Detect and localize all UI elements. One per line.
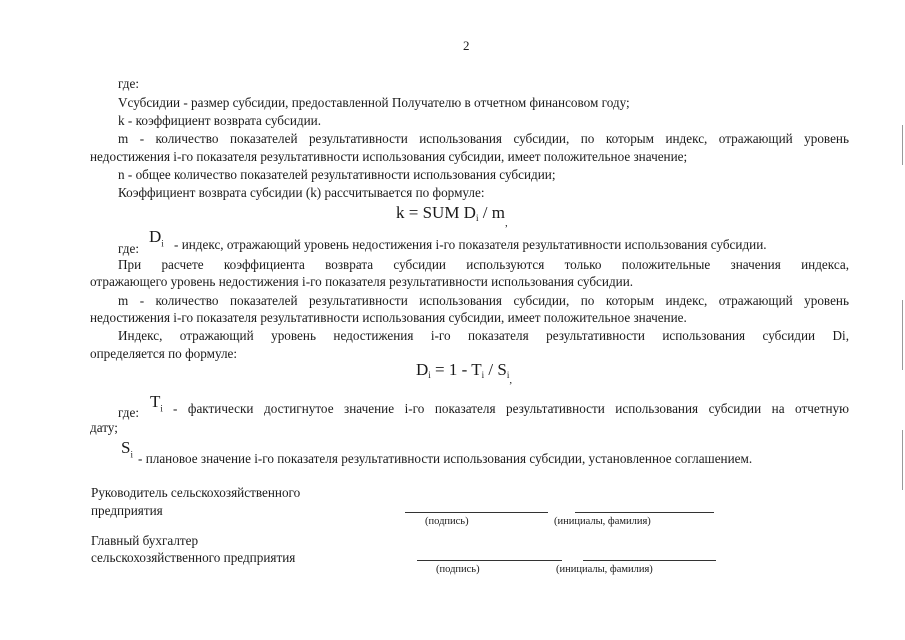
text-line: n - общее количество показателей результативности использования субсидии; <box>118 167 556 182</box>
formula-k: k = SUM $D_i / m_,$ <box>396 203 508 229</box>
signature-caption: (подпись) <box>436 564 480 575</box>
symbol-d-i: $D_i$ <box>149 227 164 249</box>
accountant-title-line2: сельскохозяйственного предприятия <box>91 550 296 565</box>
text-line: определяется по формуле: <box>90 346 238 361</box>
name-caption: (инициалы, фамилия) <box>556 564 653 575</box>
symbol-s-i: $S_i$ <box>121 438 133 460</box>
text-line: отражающего уровень недостижения i-го показателя результативности использования субсидии. <box>90 274 634 289</box>
accountant-title-line1: Главный бухгалтер <box>91 533 199 548</box>
text-line: m - количество показателей результативности использования субсидии, по которым индекс, отражающий уровень <box>118 131 849 146</box>
text-line: где: <box>118 76 139 91</box>
scan-edge-mark <box>902 430 903 490</box>
text-line: недостижения i-го показателя результативности использования субсидии, имеет положительное значение. <box>90 310 687 325</box>
text-line: - фактически достигнутое значение i-го показателя результативности использования субсидии на отчетную <box>173 401 849 416</box>
text-line: m - количество показателей результативности использования субсидии, по которым индекс, отражающий уровень <box>118 293 849 308</box>
text-line: k - коэффициент возврата субсидии. <box>118 113 321 128</box>
signature-line <box>417 560 562 561</box>
scan-edge-mark <box>902 125 903 165</box>
name-caption: (инициалы, фамилия) <box>554 516 651 527</box>
symbol-t-i: $T_i$ <box>150 392 163 414</box>
text-line: недостижения i-го показателя результативности использования субсидии, имеет положительное значение; <box>90 149 688 164</box>
text-line: где: <box>118 405 139 420</box>
page-number: 2 <box>463 38 470 53</box>
formula-d-i: $D_i = 1 - T_i / S_{i,}$ <box>416 360 513 386</box>
head-title-line1: Руководитель сельскохозяйственного <box>91 485 301 500</box>
text-line: где: <box>118 241 139 256</box>
head-title-line2: предприятия <box>91 503 163 518</box>
signature-line <box>405 512 548 513</box>
signature-caption: (подпись) <box>425 516 469 527</box>
text-line: При расчете коэффициента возврата субсидии используются только положительные значения индекса, <box>118 257 849 272</box>
text-line: - плановое значение i-го показателя результативности использования субсидии, установленное соглашением. <box>138 451 753 466</box>
text-line: Коэффициент возврата субсидии (k) рассчитывается по формуле: <box>118 185 485 200</box>
name-line <box>583 560 716 561</box>
name-line <box>575 512 714 513</box>
scan-edge-mark <box>902 300 903 370</box>
text-line: - индекс, отражающий уровень недостижения i-го показателя результативности использования субсидии. <box>174 237 767 252</box>
text-line: Индекс, отражающий уровень недостижения i-го показателя результативности использования субсидии Di, <box>118 328 849 343</box>
text-line: дату; <box>90 420 118 435</box>
text-line: Vсубсидии - размер субсидии, предоставленной Получателю в отчетном финансовом году; <box>118 95 630 110</box>
